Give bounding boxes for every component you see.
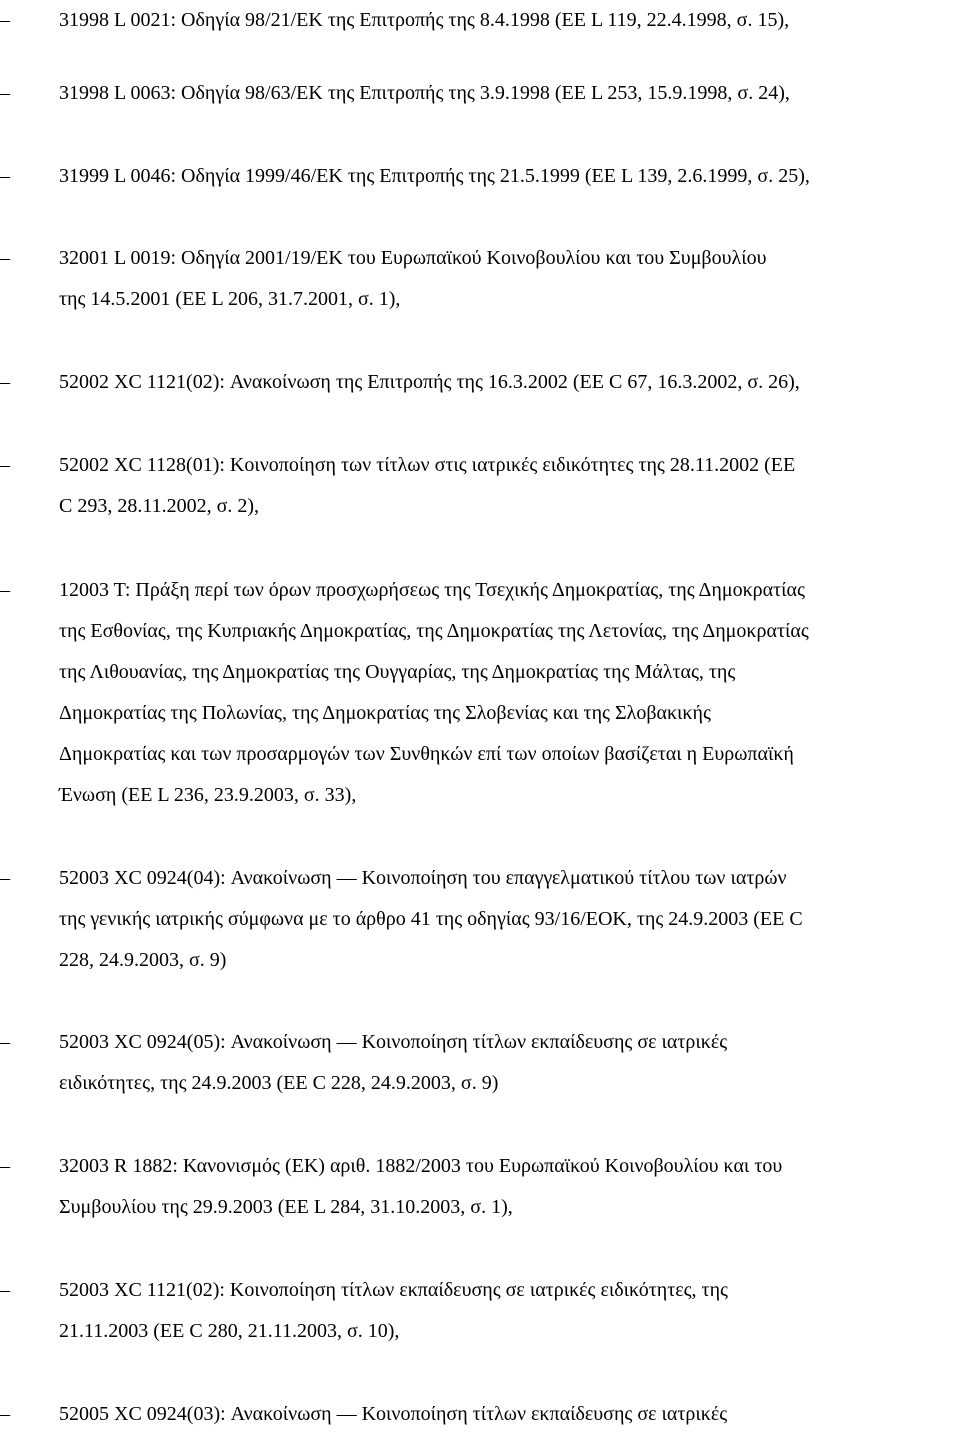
entry-line: Δημοκρατίας της Πολωνίας, της Δημοκρατίας της Σλοβενίας και της Σλοβακικής: [59, 702, 711, 724]
entry-text: [59, 1394, 954, 1435]
entry-text: [59, 73, 954, 114]
entry-line: 52002 XC 1128(01): Κοινοποίηση των τίτλων στις ιατρικές ειδικότητες της 28.11.2002 (ΕΕ: [59, 454, 796, 476]
entry-text: [59, 238, 954, 320]
entry-line: C 293, 28.11.2002, σ. 2),: [59, 495, 260, 517]
entry-line: 52003 XC 0924(05): Ανακοίνωση — Κοινοποίηση τίτλων εκπαίδευσης σε ιατρικές: [59, 1031, 728, 1053]
entry-text: [59, 0, 954, 41]
dash-bullet: –: [0, 9, 10, 31]
entry-line: Δημοκρατίας και των προσαρμογών των Συνθηκών επί των οποίων βασίζεται η Ευρωπαϊκή: [59, 743, 794, 765]
entry-line: 52005 XC 0924(03): Ανακοίνωση — Κοινοποίηση τίτλων εκπαίδευσης σε ιατρικές: [59, 1403, 728, 1425]
entry-line: της Λιθουανίας, της Δημοκρατίας της Ουγγαρίας, της Δημοκρατίας της Μάλτας, της: [59, 661, 736, 683]
dash-bullet: –: [0, 1403, 10, 1425]
entry-line: 52003 XC 1121(02): Κοινοποίηση τίτλων εκπαίδευσης σε ιατρικές ειδικότητες, της: [59, 1279, 728, 1301]
dash-bullet: –: [0, 1031, 10, 1053]
entry-line: 32003 R 1882: Κανονισμός (ΕΚ) αριθ. 1882/2003 του Ευρωπαϊκού Κοινοβουλίου και του: [59, 1155, 783, 1177]
dash-bullet: –: [0, 247, 10, 269]
entry-line: 12003 T: Πράξη περί των όρων προσχωρήσεως της Τσεχικής Δημοκρατίας, της Δημοκρατίας: [59, 579, 805, 601]
entry-line: Συμβουλίου της 29.9.2003 (ΕΕ L 284, 31.10.2003, σ. 1),: [59, 1196, 513, 1218]
entry-line: 21.11.2003 (ΕΕ C 280, 21.11.2003, σ. 10),: [59, 1320, 400, 1342]
entry-text: [59, 445, 954, 527]
dash-bullet: –: [0, 371, 10, 393]
entry-line: 228, 24.9.2003, σ. 9): [59, 949, 227, 971]
entry-text: [59, 156, 954, 197]
dash-bullet: –: [0, 165, 10, 187]
dash-bullet: –: [0, 579, 10, 601]
dash-bullet: –: [0, 1155, 10, 1177]
dash-bullet: –: [0, 454, 10, 476]
entry-line: της γενικής ιατρικής σύμφωνα με το άρθρο 41 της οδηγίας 93/16/ΕΟΚ, της 24.9.2003 (ΕΕ C: [59, 908, 803, 930]
entry-text: [59, 570, 954, 816]
entry-text: [59, 1270, 954, 1352]
entry-text: [59, 858, 954, 981]
entry-line: 52002 XC 1121(02): Ανακοίνωση της Επιτροπής της 16.3.2002 (ΕΕ C 67, 16.3.2002, σ. 26),: [59, 371, 800, 393]
entry-text: [59, 362, 954, 403]
entry-line: της Εσθονίας, της Κυπριακής Δημοκρατίας, της Δημοκρατίας της Λετονίας, της Δημοκρατίας: [59, 620, 809, 642]
entry-text: [59, 1022, 954, 1104]
entry-line: της 14.5.2001 (ΕΕ L 206, 31.7.2001, σ. 1),: [59, 288, 401, 310]
entry-line: 52003 XC 0924(04): Ανακοίνωση — Κοινοποίηση του επαγγελματικού τίτλου των ιατρών: [59, 867, 787, 889]
dash-bullet: –: [0, 82, 10, 104]
entry-line: Ένωση (ΕΕ L 236, 23.9.2003, σ. 33),: [59, 784, 357, 806]
dash-bullet: –: [0, 1279, 10, 1301]
dash-bullet: –: [0, 867, 10, 889]
entry-line: 31999 L 0046: Οδηγία 1999/46/ΕΚ της Επιτροπής της 21.5.1999 (ΕΕ L 139, 2.6.1999, σ. 25),: [59, 165, 810, 187]
entry-line: 31998 L 0063: Οδηγία 98/63/ΕΚ της Επιτροπής της 3.9.1998 (ΕΕ L 253, 15.9.1998, σ. 24),: [59, 82, 790, 104]
entry-line: 31998 L 0021: Οδηγία 98/21/ΕΚ της Επιτροπής της 8.4.1998 (ΕΕ L 119, 22.4.1998, σ. 15),: [59, 9, 790, 31]
entry-line: 32001 L 0019: Οδηγία 2001/19/ΕΚ του Ευρωπαϊκού Κοινοβουλίου και του Συμβουλίου: [59, 247, 767, 269]
entry-text: [59, 1146, 954, 1228]
entry-line: ειδικότητες, της 24.9.2003 (ΕΕ C 228, 24.9.2003, σ. 9): [59, 1072, 499, 1094]
